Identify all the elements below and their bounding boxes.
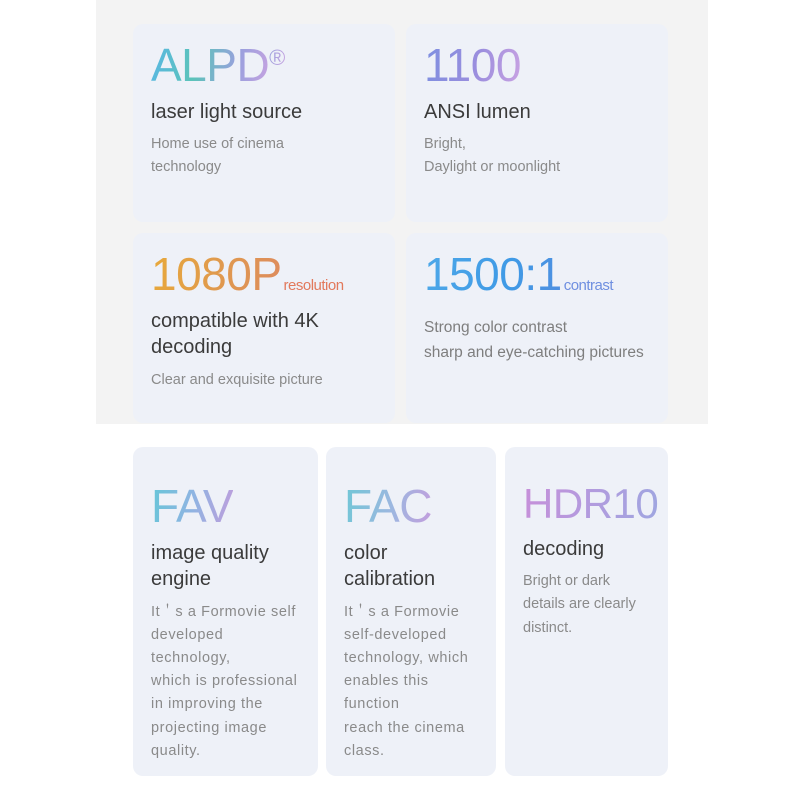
fac-headline <box>344 480 478 532</box>
resolution-title <box>151 308 377 361</box>
resolution-title-line-2: decoding <box>151 336 233 359</box>
fav-headline <box>151 480 300 532</box>
feature-card-hdr10 <box>505 447 668 776</box>
contrast-description-line-1: Strong color contrast <box>424 318 568 336</box>
resolution-description-line-1: Clear and exquisite picture <box>151 371 323 388</box>
resolution-description <box>151 369 377 392</box>
alpd-description-line-2: technology <box>151 159 222 176</box>
lumen-headline <box>424 39 650 91</box>
alpd-headline <box>151 39 377 91</box>
hdr-description <box>523 570 650 640</box>
feature-card-contrast <box>406 233 668 423</box>
fav-description-line-3: which is professional <box>151 673 298 690</box>
alpd-description-line-1: Home use of cinema <box>151 136 284 153</box>
fac-headline-text: FAC <box>344 480 432 532</box>
fav-description-line-1: It＇s a Formovie self <box>151 603 296 620</box>
fac-description-line-1: It＇s a Formovie <box>344 603 460 620</box>
fac-description-line-3: technology, which <box>344 650 469 667</box>
resolution-headline-label: resolution <box>283 277 344 294</box>
feature-card-lumen <box>406 24 668 222</box>
feature-card-fav <box>133 447 318 776</box>
hdr-title <box>523 536 650 562</box>
alpd-registered-icon: ® <box>269 44 285 70</box>
lumen-description-line-1: Bright, <box>424 136 466 153</box>
fac-description-line-2: self-developed <box>344 626 447 643</box>
fac-description-line-6: class. <box>344 742 385 759</box>
fav-title-line-2: engine <box>151 568 212 591</box>
fav-headline-text: FAV <box>151 480 234 532</box>
hdr-description-line-3: distinct. <box>523 619 573 636</box>
fav-description-line-5: projecting image <box>151 719 267 736</box>
feature-card-fac <box>326 447 496 776</box>
alpd-title: laser light source <box>151 100 303 123</box>
fav-description-line-2: developed technology, <box>151 626 231 667</box>
fav-title-line-1: image quality <box>151 541 269 564</box>
contrast-headline-label: contrast <box>563 277 614 294</box>
lumen-description <box>424 133 650 179</box>
feature-card-resolution <box>133 233 395 423</box>
resolution-headline <box>151 248 377 300</box>
fac-title-line-1: color <box>344 541 388 564</box>
lumen-description-line-2: Daylight or moonlight <box>424 159 561 176</box>
hdr-description-line-1: Bright or dark <box>523 573 611 590</box>
lumen-title: ANSI lumen <box>424 100 531 123</box>
feature-card-alpd <box>133 24 395 222</box>
resolution-title-line-1: compatible with 4K <box>151 309 319 332</box>
resolution-headline-text: 1080P <box>151 248 282 300</box>
fac-description-line-5: reach the cinema <box>344 719 465 736</box>
fac-title <box>344 540 478 593</box>
fav-description-line-4: in improving the <box>151 696 263 713</box>
contrast-headline <box>424 248 650 300</box>
alpd-headline-text: ALPD <box>151 39 270 91</box>
contrast-description <box>424 316 650 366</box>
contrast-description-line-2: sharp and eye-catching pictures <box>424 343 644 361</box>
hdr-headline-text: HDR10 <box>523 480 659 527</box>
contrast-headline-text: 1500:1 <box>424 248 562 300</box>
fav-description-line-6: quality. <box>151 742 201 759</box>
fac-description <box>344 601 478 763</box>
fav-description <box>151 601 300 763</box>
alpd-description <box>151 133 377 179</box>
fac-title-line-2: calibration <box>344 568 436 591</box>
fac-description-line-4: enables this function <box>344 673 429 713</box>
hdr-description-line-2: details are clearly <box>523 596 636 613</box>
lumen-headline-text: 1100 <box>424 39 521 91</box>
fav-title <box>151 540 300 593</box>
hdr-title-line-1: decoding <box>523 537 605 560</box>
hdr-headline <box>523 480 659 527</box>
